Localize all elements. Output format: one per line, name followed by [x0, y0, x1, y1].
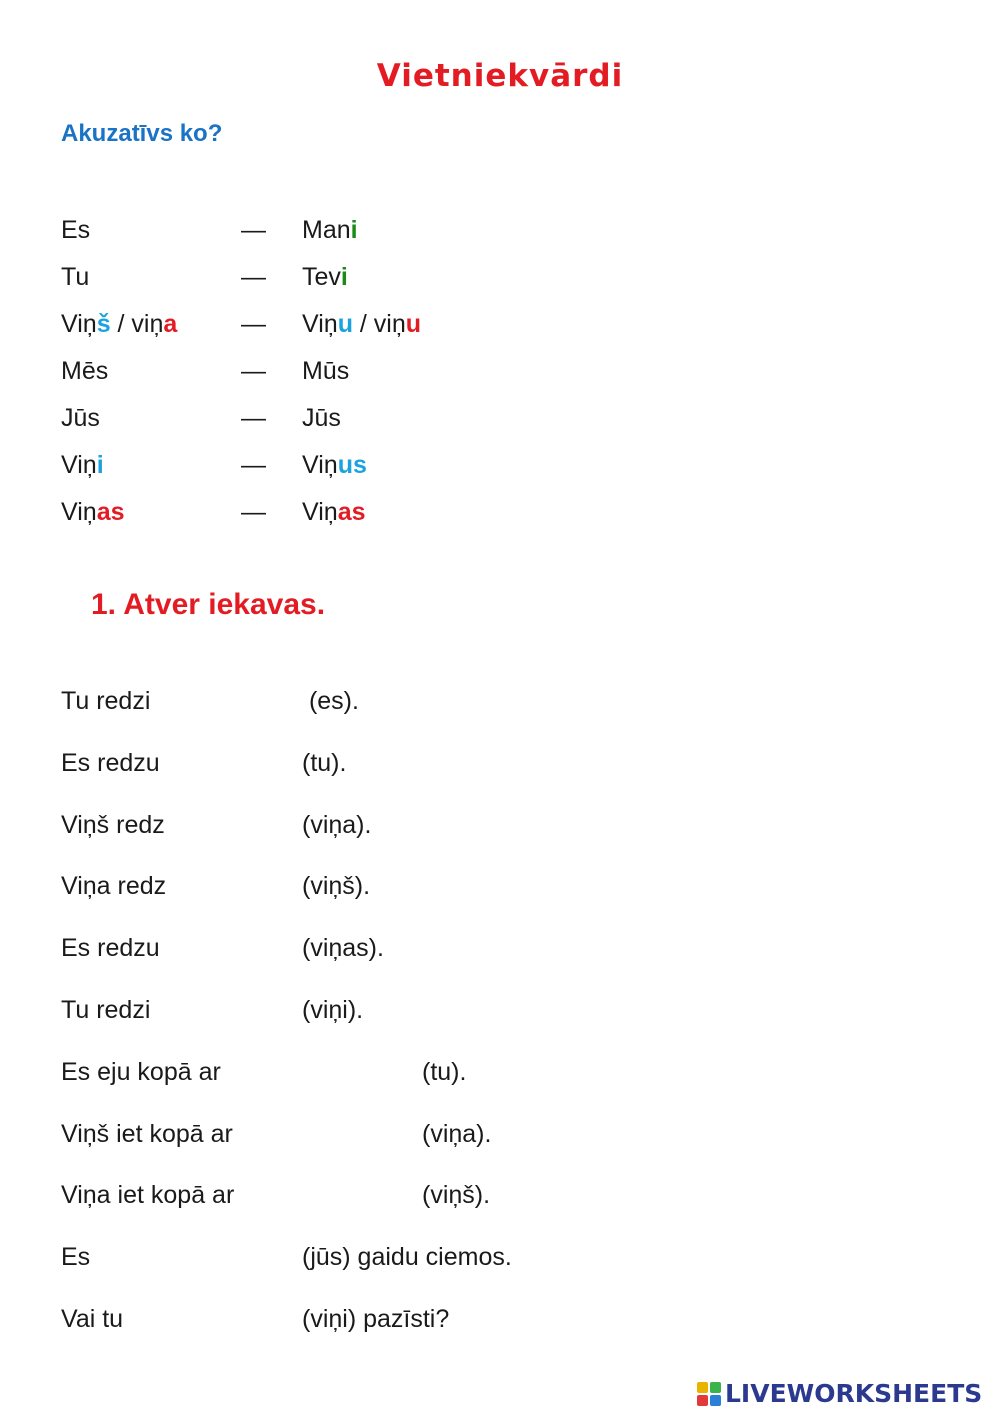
exercise-sentence-start: Es: [61, 1243, 91, 1271]
pronoun-nominative: [61, 450, 104, 480]
exercise-bracket-hint: (viņi).: [302, 996, 364, 1024]
dash-separator: —: [241, 498, 266, 526]
page-title: Vietniekvārdi: [376, 58, 624, 94]
pronoun-segment: as: [337, 498, 366, 526]
logo-square: [710, 1382, 721, 1393]
pronoun-segment: Tev: [302, 263, 341, 291]
exercise-sentence-start: Es redzu: [61, 934, 160, 962]
pronoun-nominative: [61, 497, 125, 527]
pronoun-segment: Tu: [61, 263, 90, 291]
pronoun-nominative: [61, 262, 89, 292]
exercise-sentence-start: Viņa redz: [61, 872, 167, 900]
exercise-sentence-start: Es eju kopā ar: [61, 1058, 221, 1086]
exercise-bracket-hint: (es).: [302, 687, 359, 715]
exercise-bracket-hint: (jūs) gaidu ciemos.: [302, 1243, 512, 1271]
pronoun-segment: Viņ: [61, 310, 97, 338]
pronoun-segment: i: [350, 216, 358, 244]
pronoun-accusative: [302, 356, 349, 386]
pronoun-segment: us: [337, 451, 367, 479]
dash-separator: —: [241, 216, 266, 244]
pronoun-segment: i: [340, 263, 348, 291]
dash-separator: —: [241, 357, 266, 385]
exercise-bracket-hint: (viņas).: [302, 934, 384, 962]
pronoun-segment: Viņ: [61, 498, 97, 526]
liveworksheets-logo: [697, 1379, 982, 1408]
pronoun-segment: Mūs: [302, 357, 350, 385]
pronoun-segment: i: [96, 451, 104, 479]
pronoun-accusative: [302, 309, 421, 339]
pronoun-segment: a: [163, 310, 178, 338]
pronoun-segment: u: [337, 310, 353, 338]
exercise-title: 1. Atver iekavas.: [91, 588, 326, 621]
pronoun-segment: Viņ: [61, 451, 97, 479]
pronoun-accusative: [302, 450, 367, 480]
pronoun-nominative: [61, 309, 177, 339]
dash-separator: —: [241, 263, 266, 291]
logo-square: [697, 1382, 708, 1393]
pronoun-accusative: [302, 262, 348, 292]
exercise-sentence-start: Vai tu: [61, 1305, 124, 1333]
pronoun-segment: Jūs: [302, 404, 341, 432]
logo-square: [697, 1395, 708, 1406]
pronoun-segment: Jūs: [61, 404, 100, 432]
exercise-bracket-hint: (viņa).: [302, 811, 372, 839]
pronoun-segment: š: [96, 310, 111, 338]
pronoun-segment: Man: [302, 216, 351, 244]
exercise-bracket-hint: (viņš).: [302, 872, 371, 900]
pronoun-accusative: [302, 215, 358, 245]
pronoun-segment: Mēs: [61, 357, 109, 385]
dash-separator: —: [241, 310, 266, 338]
dash-separator: —: [241, 404, 266, 432]
exercise-sentence-start: Viņš iet kopā ar: [61, 1120, 233, 1148]
pronoun-nominative: [61, 356, 108, 386]
exercise-sentence-start: Viņš redz: [61, 811, 165, 839]
pronoun-nominative: [61, 403, 100, 433]
liveworksheets-logo-icon: [697, 1382, 721, 1406]
pronoun-segment: as: [96, 498, 125, 526]
exercise-bracket-hint: (viņa).: [422, 1120, 492, 1148]
exercise-sentence-start: Tu redzi: [61, 687, 151, 715]
logo-text: LIVEWORKSHEETS: [725, 1379, 983, 1408]
exercise-sentence-start: Viņa iet kopā ar: [61, 1181, 235, 1209]
pronoun-segment: Es: [61, 216, 91, 244]
pronoun-accusative: [302, 497, 366, 527]
exercise-bracket-hint: (viņi) pazīsti?: [302, 1305, 450, 1333]
logo-square: [710, 1395, 721, 1406]
exercise-bracket-hint: (tu).: [422, 1058, 467, 1086]
pronoun-nominative: [61, 215, 90, 245]
pronoun-segment: u: [405, 310, 422, 338]
pronoun-segment: / viņ: [352, 310, 406, 338]
pronoun-segment: Viņ: [302, 451, 338, 479]
pronoun-segment: Viņ: [302, 498, 338, 526]
exercise-sentence-start: Es redzu: [61, 749, 160, 777]
pronoun-segment: / viņ: [110, 310, 164, 338]
exercise-bracket-hint: (tu).: [302, 749, 347, 777]
exercise-bracket-hint: (viņš).: [422, 1181, 491, 1209]
dash-separator: —: [241, 451, 266, 479]
pronoun-segment: Viņ: [302, 310, 338, 338]
pronoun-accusative: [302, 403, 341, 433]
section-subtitle: Akuzatīvs ko?: [61, 120, 223, 147]
exercise-sentence-start: Tu redzi: [61, 996, 151, 1024]
